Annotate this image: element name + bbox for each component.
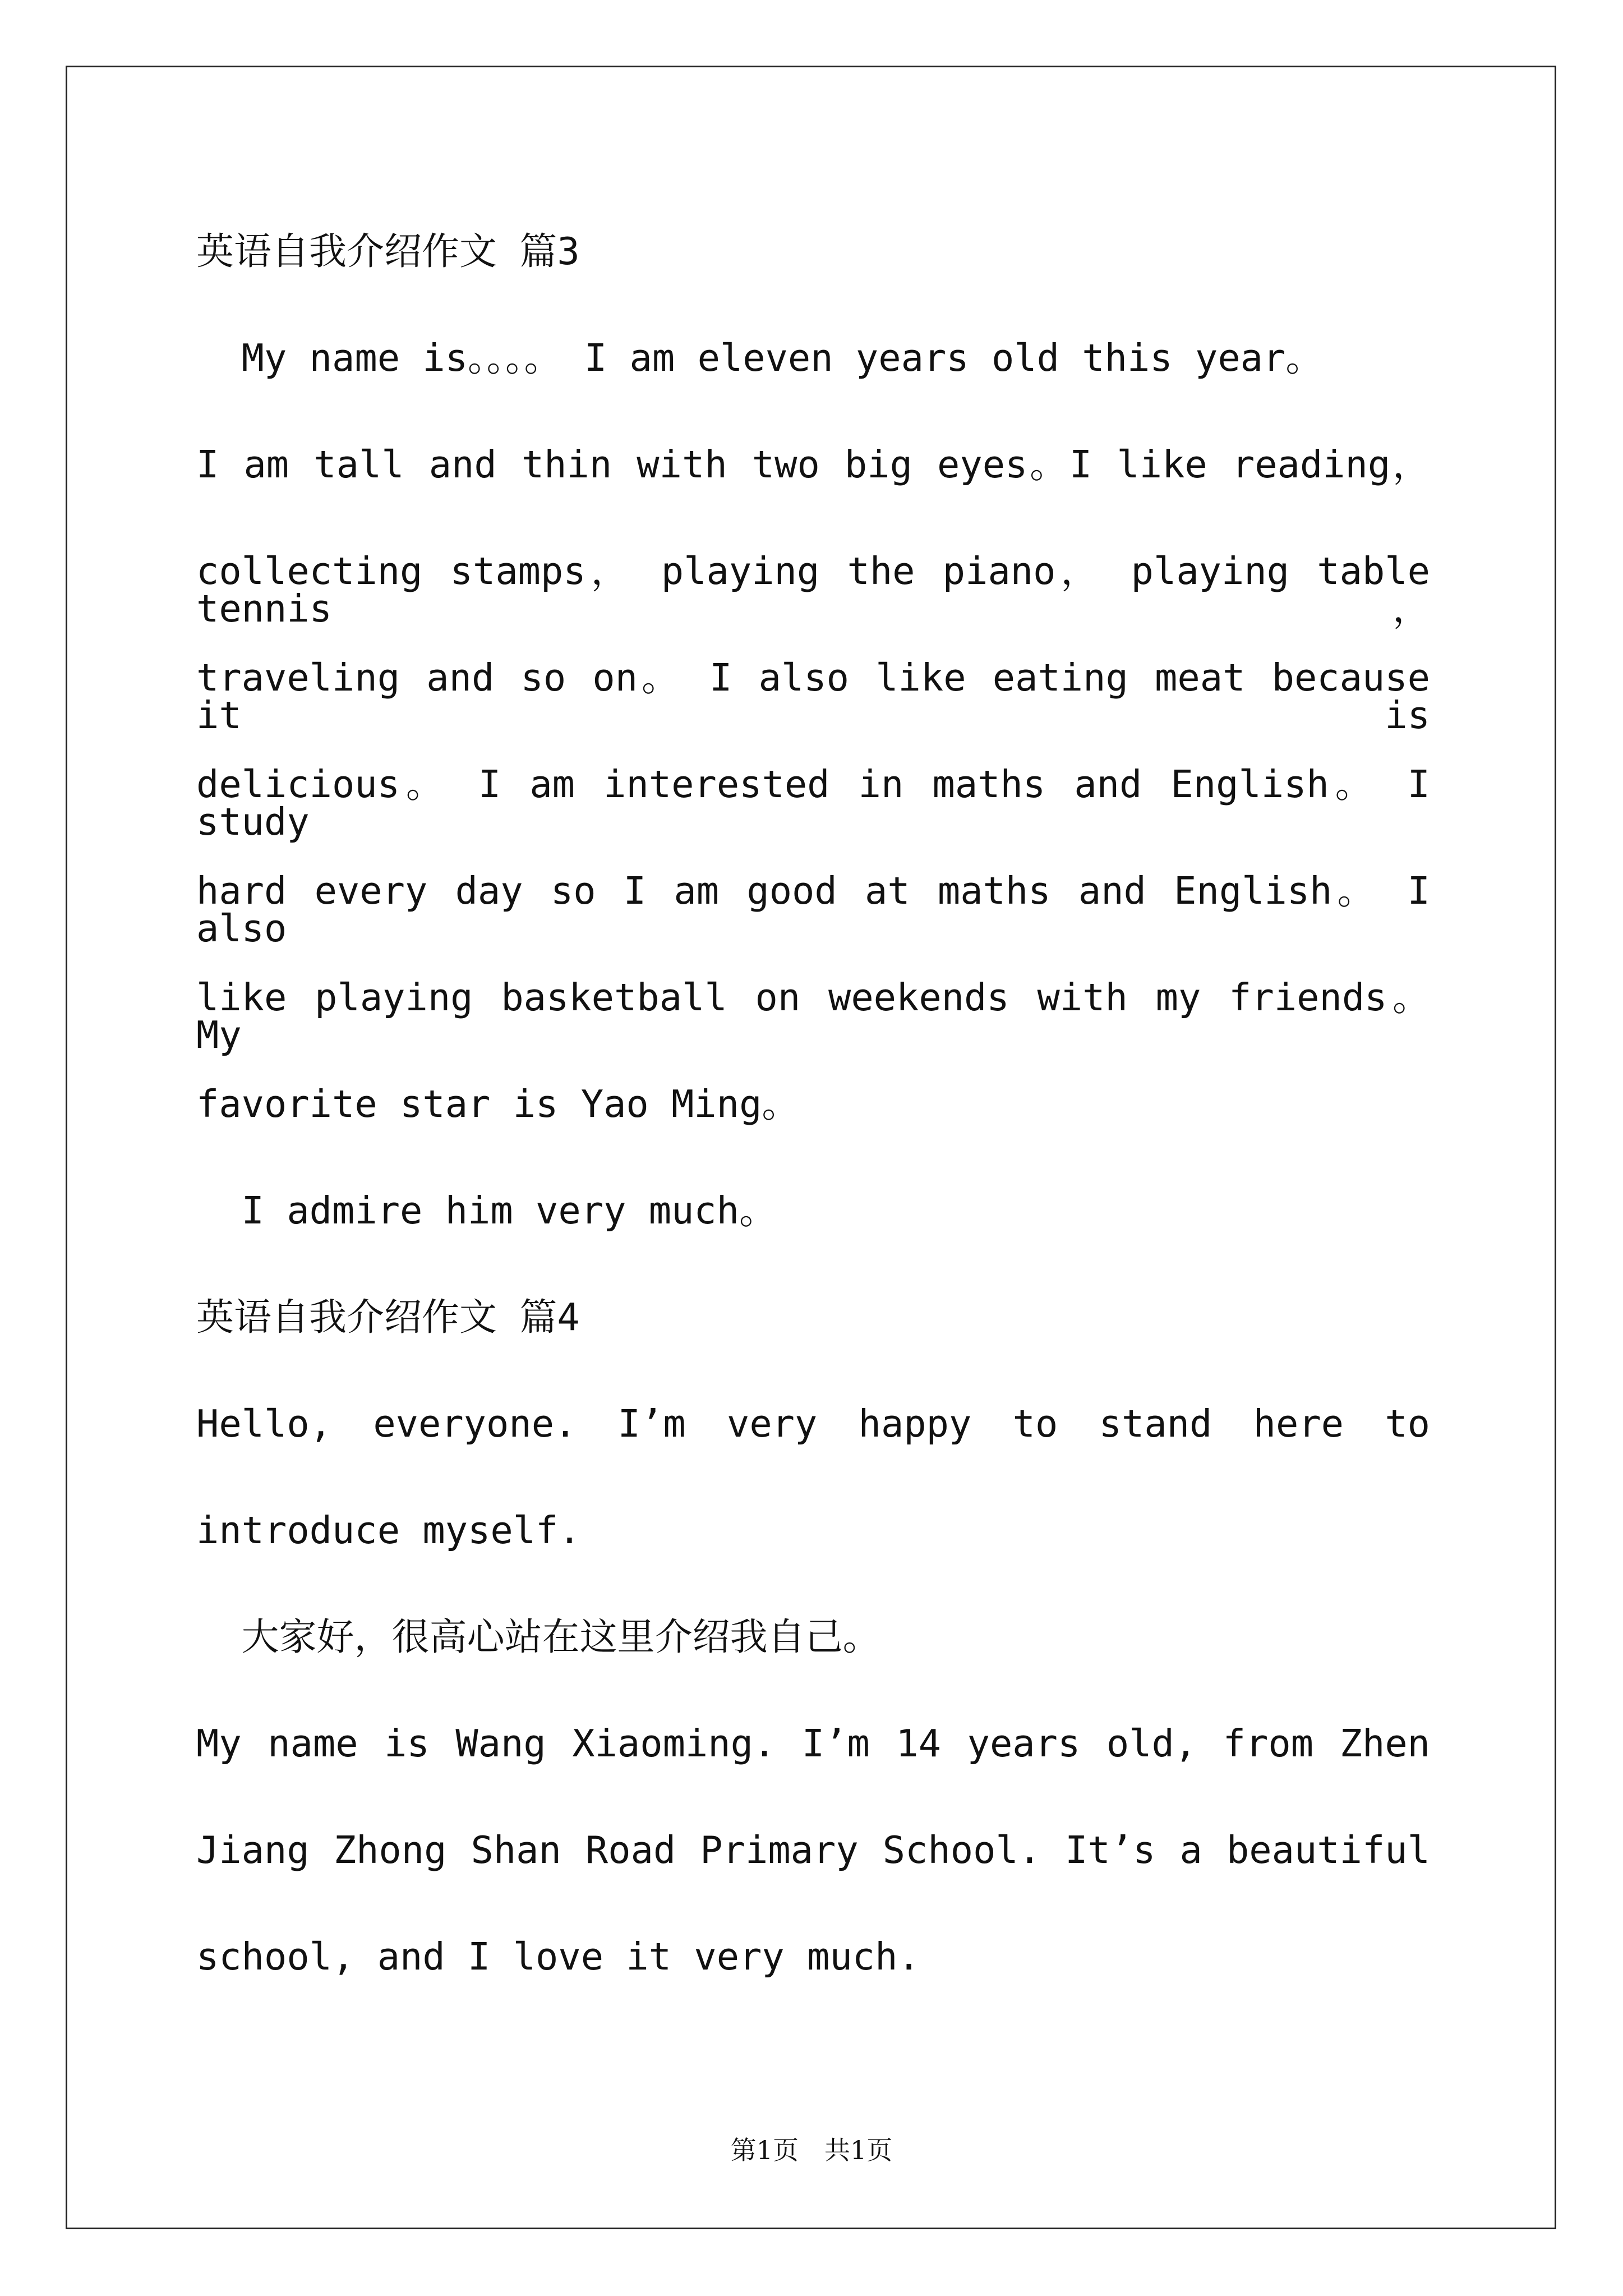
- paragraph-line: Jiang Zhong Shan Road Primary School. It’s a beautiful: [196, 1828, 1430, 1872]
- paragraph-line: traveling and so on。 I also like eating meat because it is: [196, 656, 1430, 737]
- page-number: 第1页: [730, 2135, 799, 2165]
- section-heading-4: 英语自我介绍作文 篇4: [196, 1295, 580, 1339]
- paragraph-line: 大家好，很高心站在这里介绍我自己。: [196, 1615, 880, 1659]
- paragraph-line: I admire him very much。: [196, 1189, 777, 1232]
- paragraph-line: introduce myself.: [196, 1508, 581, 1552]
- paragraph-line: My name is。。。。 I am eleven years old this year。: [196, 336, 1324, 380]
- paragraph-line: collecting stamps， playing the piano， playing table tennis，: [196, 549, 1430, 631]
- page-border: [66, 66, 1556, 2229]
- page-footer: [0, 2137, 1623, 2163]
- section-heading-3: 英语自我介绍作文 篇3: [196, 229, 580, 273]
- paragraph-line: favorite star is Yao Ming。: [196, 1082, 800, 1126]
- paragraph-line: like playing basketball on weekends with my friends。 My: [196, 976, 1430, 1057]
- paragraph-line: hard every day so I am good at maths and English。 I also: [196, 869, 1430, 950]
- paragraph-line: school, and I love it very much.: [196, 1935, 920, 1978]
- paragraph-line: delicious。 I am interested in maths and English。 I study: [196, 762, 1430, 844]
- page-total: 共1页: [824, 2135, 893, 2165]
- paragraph-line: Hello, everyone. I’m very happy to stand here to: [196, 1402, 1430, 1446]
- paragraph-line: I am tall and thin with two big eyes。I like reading，: [196, 443, 1430, 486]
- paragraph-line: My name is Wang Xiaoming. I’m 14 years old, from Zhen: [196, 1722, 1430, 1765]
